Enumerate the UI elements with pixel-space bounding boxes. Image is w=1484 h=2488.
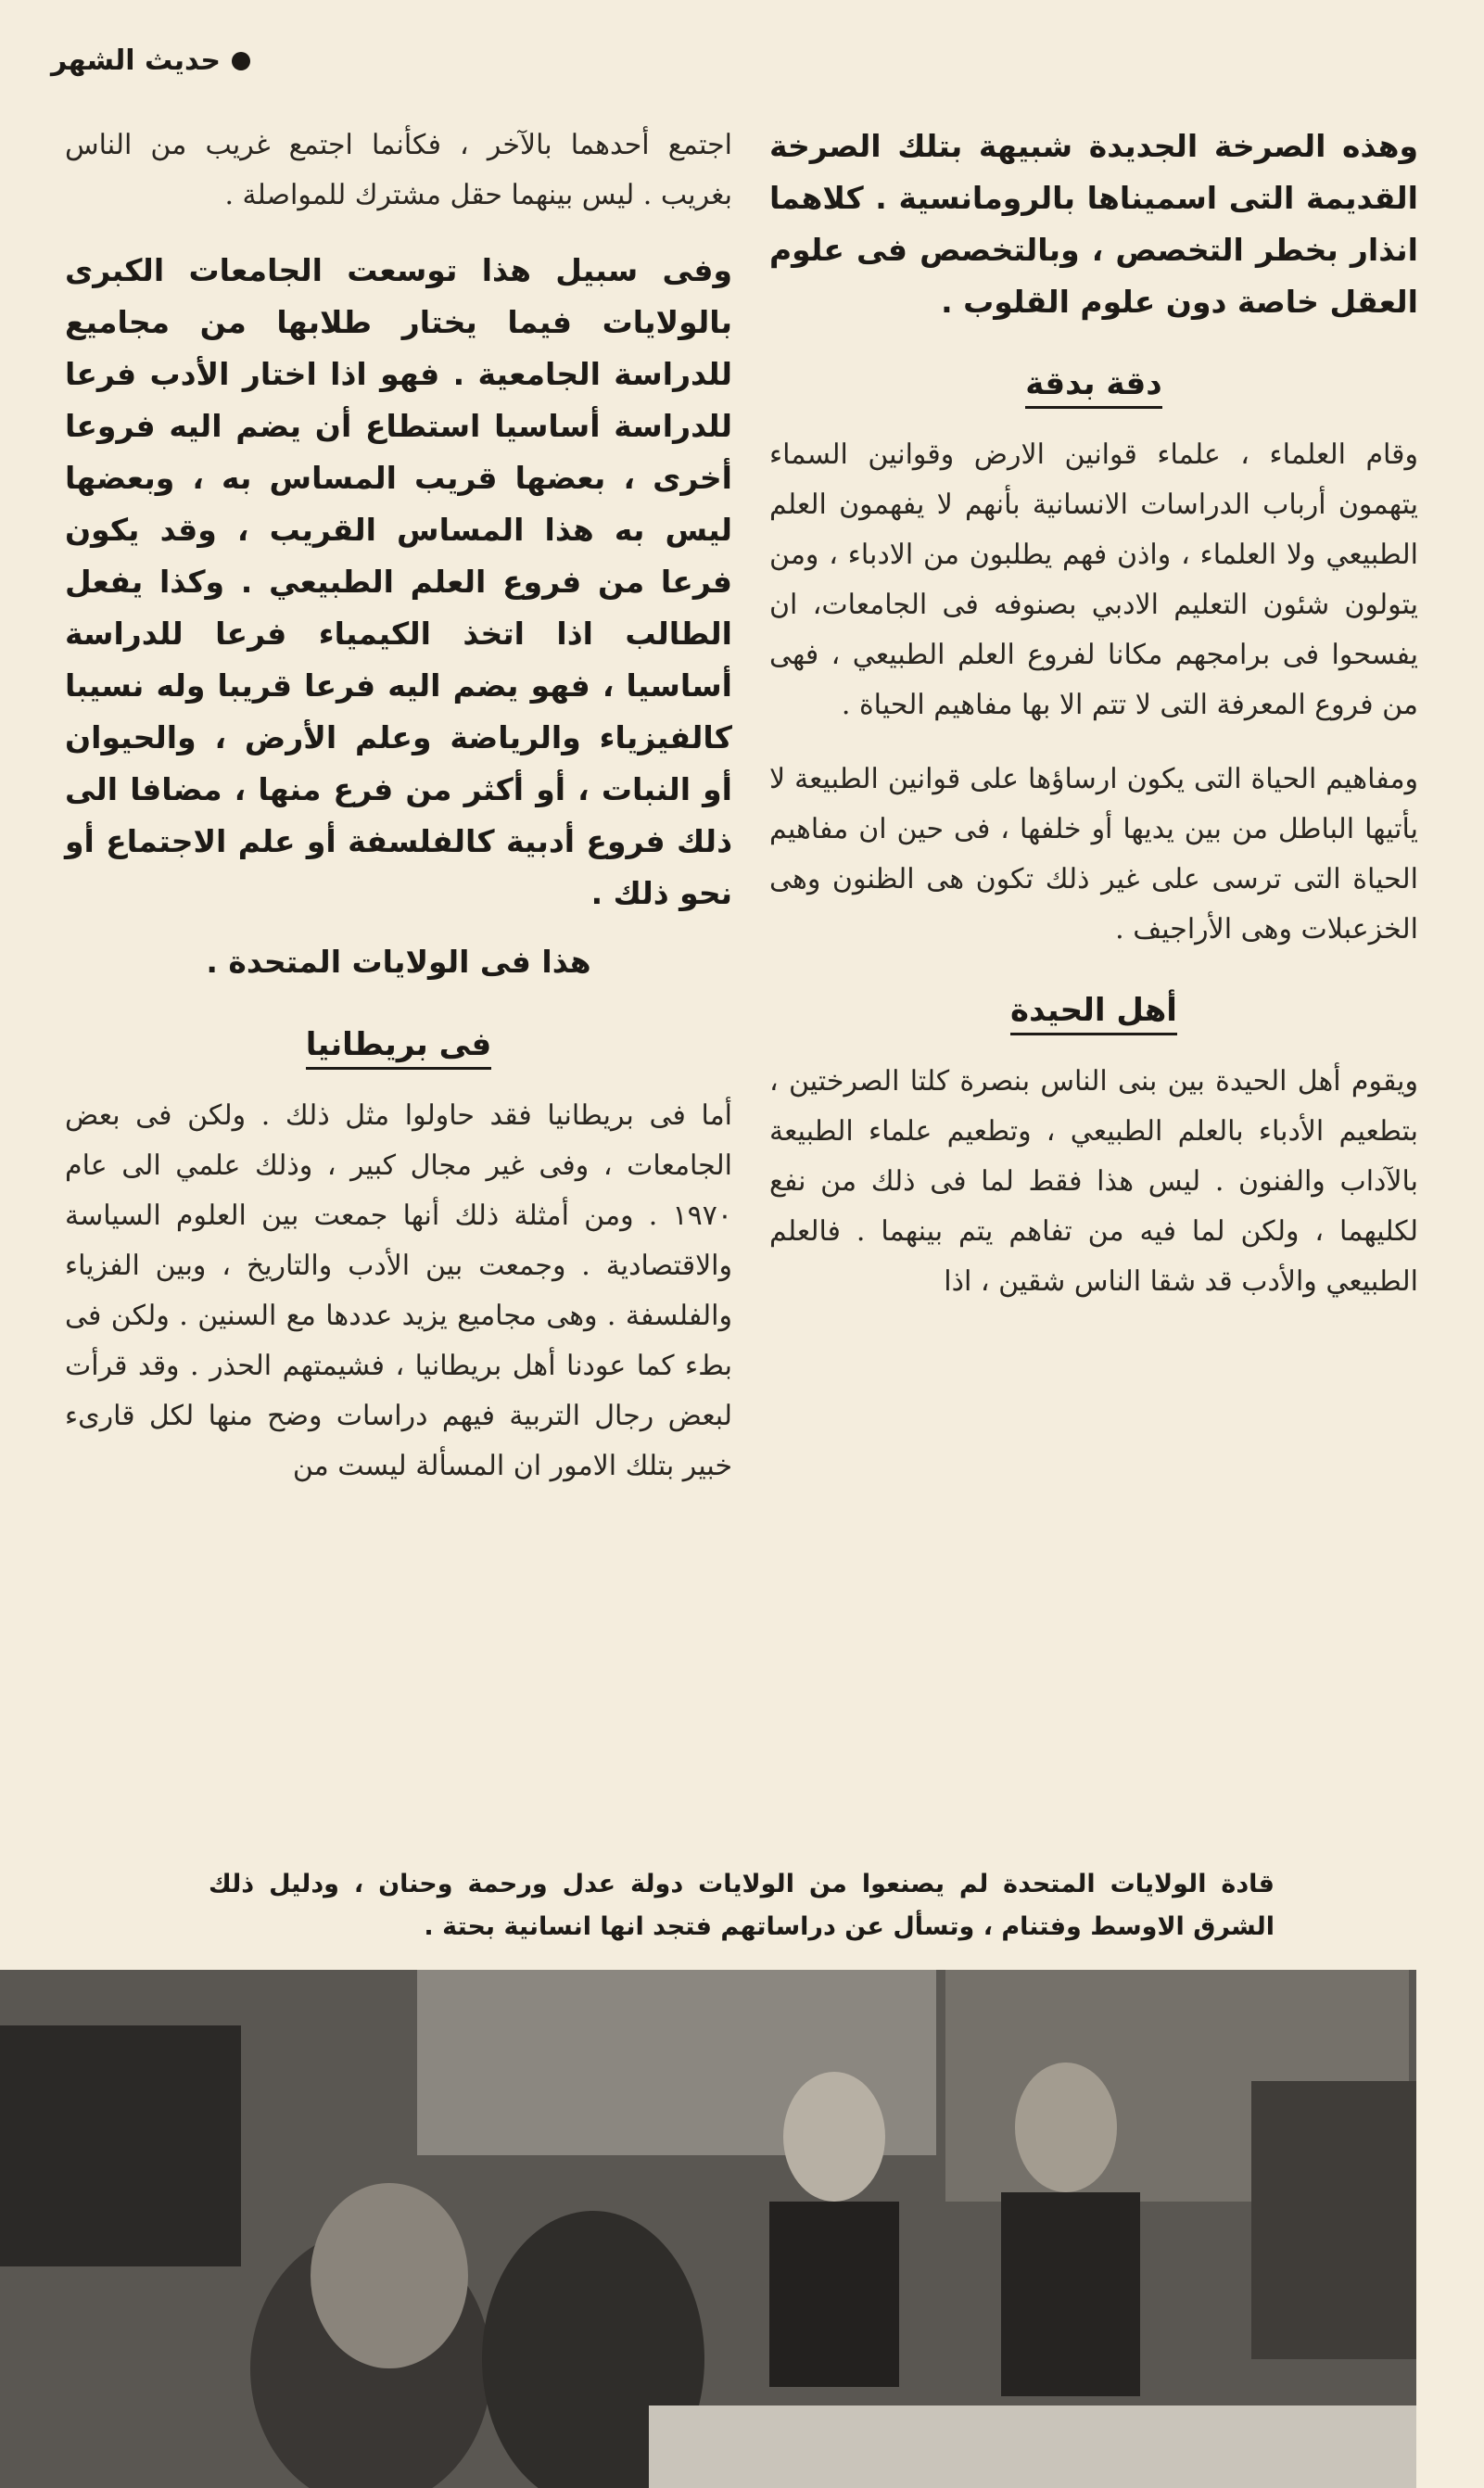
continuation-paragraph: اجتمع أحدهما بالآخر ، فكأنما اجتمع غريب من الناس بغريب . ليس بينهما حقل مشترك للمواصلة . <box>65 129 732 211</box>
meeting-photo <box>0 1970 1416 2488</box>
right-column <box>769 121 1418 1331</box>
left-column <box>65 121 732 1516</box>
photo-caption: قادة الولايات المتحدة لم يصنعوا من الولايات دولة عدل ورحمة وحنان ، ودليل ذلك الشرق الاوسط وفتنام ، وتسأل عن دراساتهم فتجد انها انسانية بحتة . <box>209 1870 1275 1941</box>
subheading-precision: دقة بدقة <box>769 365 1418 402</box>
running-header <box>51 44 250 77</box>
bullet-icon <box>232 52 250 70</box>
subheading-britain: فى بريطانيا <box>65 1026 732 1063</box>
usa-paragraph: وفى سبيل هذا توسعت الجامعات الكبرى بالولايات فيما يختار طلابها من مجاميع للدراسة الجامعية . فهو اذا اختار الأدب فرعا للدراسة أساسيا استطاع أن يضم اليه فروعا أخرى ، بعضها قريب المساس به ، وبعضها ليس به هذا المساس القريب ، وقد يكون فرعا من فروع العلم الطبيعي . وكذا يفعل الطالب اذا اتخذ الكيمياء فرعا للدراسة أساسيا ، فهو يضم اليه فرعا قريبا وله نسيبا كالفيزياء والرياضة وعلم الأرض ، والحيوان أو النبات ، أو أكثر من فرع منها ، مضافا الى ذلك فروع أدبية كالفلسفة أو علم الاجتماع أو نحو ذلك . <box>65 252 732 911</box>
britain-paragraph: أما فى بريطانيا فقد حاولوا مثل ذلك . ولكن فى بعض الجامعات ، وفى غير مجال كبير ، وذلك علمي الى عام ١٩٧٠ . ومن أمثلة ذلك أنها جمعت بين العلوم السياسة والاقتصادية . وجمعت بين الأدب والتاريخ ، وبين الفزياء والفلسفة . وهى مجاميع يزيد عددها مع السنين . ولكن فى بطء كما عودنا أهل بريطانيا ، فشيمتهم الحذر . وقد قرأت لبعض رجال التربية فيهم دراسات وضح منها لكل قارىء خبير بتلك الامور ان المسألة ليست من <box>65 1099 732 1482</box>
section-title: حديث الشهر <box>51 44 221 77</box>
subheading-neutrality: أهل الحيدة <box>769 992 1418 1029</box>
intro-paragraph: وهذه الصرخة الجديدة شبيهة بتلك الصرخة القديمة التى اسميناها بالرومانسية . كلاهما انذار بخطر التخصص ، وبالتخصص فى علوم العقل خاصة دون علوم القلوب . <box>769 128 1418 320</box>
body-paragraph: ومفاهيم الحياة التى يكون ارساؤها على قوانين الطبيعة لا يأتيها الباطل من بين يديها أو خلفها ، فى حين ان مفاهيم الحياة التى ترسى على غير ذلك تكون هى الظنون وهى الخزعبلات وهى الأراجيف . <box>769 763 1418 946</box>
usa-closing-line: هذا فى الولايات المتحدة . <box>206 944 591 980</box>
body-paragraph: وقام العلماء ، علماء قوانين الارض وقوانين السماء يتهمون أرباب الدراسات الانسانية بأنهم لا يفهمون العلم الطبيعي ولا العلماء ، واذن فهم يطلبون من الادباء ، ومن يتولون شئون التعليم الادبي بصنوفه فى الجامعات، ان يفسحوا فى برامجهم مكانا لفروع العلم الطبيعي ، فهى من فروع المعرفة التى لا تتم الا بها مفاهيم الحياة . <box>769 438 1418 721</box>
body-paragraph: ويقوم أهل الحيدة بين بنى الناس بنصرة كلتا الصرختين ، بتطعيم الأدباء بالعلم الطبيعي ، وتطعيم علماء الطبيعة بالآداب والفنون . ليس هذا فقط لما فى ذلك من نفع لكليهما ، ولكن لما فيه من تفاهم يتم بينهما . فالعلم الطبيعي والأدب قد شقا الناس شقين ، اذا <box>769 1065 1418 1298</box>
